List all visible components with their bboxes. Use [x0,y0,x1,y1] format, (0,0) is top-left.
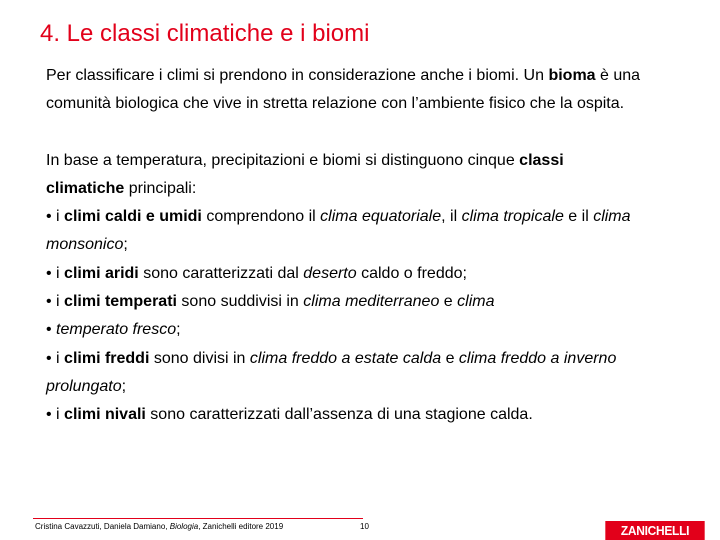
zanichelli-logo: ZANICHELLI [605,521,704,540]
bullet-climi-temperati: • i climi temperati sono suddivisi in clima mediterraneo e clima • temperato fresco; [46,293,495,339]
bullet-climi-nivali: • i climi nivali sono caratterizzati dall’assenza di una stagione calda. [46,406,533,424]
footer-credits: Cristina Cavazzuti, Daniela Damiano, Biologia, Zanichelli editore 2019 [35,522,284,531]
slide-body [46,62,646,430]
page-number: 10 [360,522,369,531]
term-bioma: bioma [548,67,596,84]
term-classi-climatiche: classi climatiche [46,151,564,197]
footer-divider [33,518,363,519]
intro-paragraph: Per classificare i climi si prendono in considerazione anche i biomi. Un bioma è una comunità biologica che vive in stretta relazione con l’ambiente fisico che la ospita. [46,67,641,113]
bullet-climi-aridi: • i climi aridi sono caratterizzati dal deserto caldo o freddo; [46,264,467,282]
bullet-climi-caldi: • i climi caldi e umidi comprendono il clima equatoriale, il clima tropicale e il clima monsonico; [46,208,631,254]
slide-title: 4. Le classi climatiche e i biomi [40,20,370,47]
bullet-climi-freddi: • i climi freddi sono divisi in clima freddo a estate calda e clima freddo a inverno prolungato; [46,349,617,395]
paragraph-gap [46,119,646,147]
climate-classes-paragraph: In base a temperatura, precipitazioni e biomi si distinguono cinque classi climatiche principali: [46,151,564,197]
